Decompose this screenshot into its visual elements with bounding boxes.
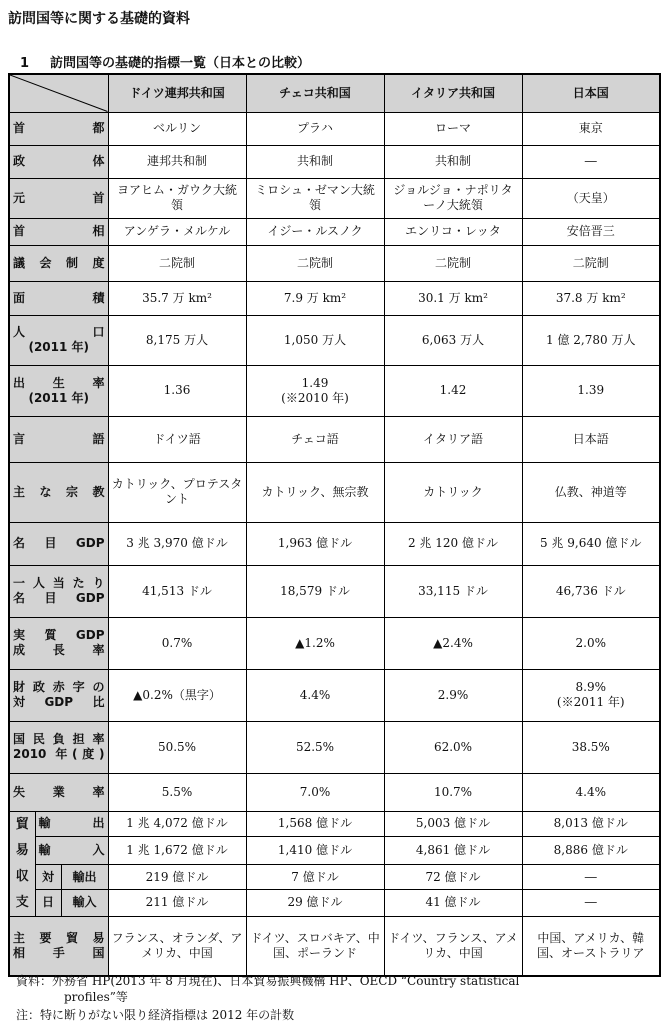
- cell: 8,013 億ドル: [522, 811, 660, 837]
- cell: プラハ: [246, 112, 384, 145]
- row-label-capital: 首都: [9, 112, 108, 145]
- cell: 46,736 ドル: [522, 565, 660, 617]
- row-label-main: 人口: [13, 325, 105, 339]
- japan-group-label-2: 日: [35, 890, 61, 916]
- section-heading: [20, 52, 310, 71]
- cell: 1 億 2,780 万人: [522, 315, 660, 365]
- cell: 33,115 ドル: [384, 565, 522, 617]
- cell: 211 億ドル: [108, 890, 246, 916]
- cell: 6,063 万人: [384, 315, 522, 365]
- cell: ドイツ、スロバキア、中国、ポーランド: [246, 916, 384, 976]
- cell: 1,568 億ドル: [246, 811, 384, 837]
- table-row: [9, 218, 660, 245]
- cell: ローマ: [384, 112, 522, 145]
- cell: 4.4%: [246, 669, 384, 721]
- cell: 4.4%: [522, 773, 660, 811]
- row-label-line1: 一人当たり: [13, 576, 105, 590]
- cell: 35.7 万 km²: [108, 281, 246, 315]
- cell: ―: [522, 145, 660, 178]
- table-row: [9, 281, 660, 315]
- cell: ―: [522, 864, 660, 890]
- source-line-1: 資料：外務省 HP(2013 年 8 月現在)、日本貿易振興機構 HP、OECD “Country statistical: [16, 974, 520, 988]
- cell: 41,513 ドル: [108, 565, 246, 617]
- cell: ドイツ、フランス、アメリカ、中国: [384, 916, 522, 976]
- cell: 18,579 ドル: [246, 565, 384, 617]
- table-row: [9, 565, 660, 617]
- row-label-line1: 財政赤字の: [13, 680, 105, 694]
- cell: 7 億ドル: [246, 864, 384, 890]
- row-label-line1: 国民負担率: [13, 732, 105, 746]
- cell: 1.36: [108, 365, 246, 416]
- cell: 共和制: [384, 145, 522, 178]
- row-label-burden-ratio: [9, 721, 108, 773]
- cell: 1,050 万人: [246, 315, 384, 365]
- cell-note: (※2011 年): [556, 695, 625, 709]
- cell: エンリコ・レッタ: [384, 218, 522, 245]
- cell-value: 8.9%: [575, 680, 606, 694]
- japan-group-label-1: 対: [35, 864, 61, 890]
- cell: 10.7%: [384, 773, 522, 811]
- cell: ジョルジョ・ナポリターノ大統領: [384, 178, 522, 218]
- row-label-gdp: 名目GDP: [9, 522, 108, 565]
- row-label-parliament: 議会制度: [9, 245, 108, 281]
- table-row: [9, 112, 660, 145]
- row-label-religion: 主な宗教: [9, 462, 108, 522]
- table-row: [9, 245, 660, 281]
- cell: アンゲラ・メルケル: [108, 218, 246, 245]
- cell: 7.9 万 km²: [246, 281, 384, 315]
- cell: 37.8 万 km²: [522, 281, 660, 315]
- cell: 1.39: [522, 365, 660, 416]
- table-row: [9, 145, 660, 178]
- cell: 連邦共和制: [108, 145, 246, 178]
- cell: 2.9%: [384, 669, 522, 721]
- row-label-line1: 主要貿易: [13, 930, 105, 945]
- cell: 1,410 億ドル: [246, 837, 384, 864]
- table-row: [9, 315, 660, 365]
- table-row: [9, 617, 660, 669]
- page-title: 訪問国等に関する基礎的資料: [8, 11, 190, 27]
- table-row: [9, 669, 660, 721]
- cell: チェコ語: [246, 416, 384, 462]
- cell: カトリック、無宗教: [246, 462, 384, 522]
- row-label-area: 面積: [9, 281, 108, 315]
- cell: 東京: [522, 112, 660, 145]
- table-row: [9, 462, 660, 522]
- row-label-line2: 相手国: [13, 945, 105, 960]
- row-label-main: 出生率: [13, 375, 105, 390]
- cell: ▲1.2%: [246, 617, 384, 669]
- col-header-italy: イタリア共和国: [384, 74, 522, 112]
- cell: 38.5%: [522, 721, 660, 773]
- row-label-head-of-state: 元首: [9, 178, 108, 218]
- cell: 30.1 万 km²: [384, 281, 522, 315]
- cell: 二院制: [108, 245, 246, 281]
- row-label-unemployment: 失業率: [9, 773, 108, 811]
- row-label-exports: 輸出: [35, 811, 108, 837]
- cell: 0.7%: [108, 617, 246, 669]
- table-row: [9, 811, 660, 837]
- table-row: [9, 864, 660, 890]
- cell: 二院制: [246, 245, 384, 281]
- cell: [522, 669, 660, 721]
- col-header-japan: 日本国: [522, 74, 660, 112]
- cell: 2.0%: [522, 617, 660, 669]
- cell: [246, 365, 384, 416]
- row-label-fiscal-deficit: [9, 669, 108, 721]
- cell: 50.5%: [108, 721, 246, 773]
- table-row: [9, 916, 660, 976]
- cell: ▲2.4%: [384, 617, 522, 669]
- cell: 52.5%: [246, 721, 384, 773]
- table-row: [9, 522, 660, 565]
- cell: 中国、アメリカ、韓国、オーストラリア: [522, 916, 660, 976]
- row-label-sub: (2011 年): [28, 390, 90, 405]
- cell-note: (※2010 年): [281, 390, 349, 405]
- row-label-population: [9, 315, 108, 365]
- row-label-line1: 実質GDP: [13, 628, 105, 642]
- row-label-imports-from-japan: 輸入: [61, 890, 108, 916]
- row-label-line2: 2010 年(度): [13, 747, 105, 761]
- cell: カトリック、プロテスタント: [108, 462, 246, 522]
- cell: 1 兆 1,672 億ドル: [108, 837, 246, 864]
- row-label-imports: 輸入: [35, 837, 108, 864]
- row-label-language: 言語: [9, 416, 108, 462]
- cell: 7.0%: [246, 773, 384, 811]
- cell: カトリック: [384, 462, 522, 522]
- cell: 2 兆 120 億ドル: [384, 522, 522, 565]
- source-line-2: profiles”等: [64, 990, 128, 1004]
- cell: イジー・ルスノク: [246, 218, 384, 245]
- table-row: [9, 773, 660, 811]
- cell: 219 億ドル: [108, 864, 246, 890]
- cell: 日本語: [522, 416, 660, 462]
- table-row: [9, 837, 660, 864]
- table-row: [9, 365, 660, 416]
- cell: ベルリン: [108, 112, 246, 145]
- row-label-exports-to-japan: 輸出: [61, 864, 108, 890]
- table-row: [9, 416, 660, 462]
- cell: 安倍晋三: [522, 218, 660, 245]
- row-label-sub: (2011 年): [28, 340, 90, 354]
- row-label-prime-minister: 首相: [9, 218, 108, 245]
- col-header-czech: チェコ共和国: [246, 74, 384, 112]
- cell: 5.5%: [108, 773, 246, 811]
- section-title: 訪問国等の基礎的指標一覧（日本との比較）: [50, 56, 311, 71]
- cell: ▲0.2%（黒字）: [108, 669, 246, 721]
- footnotes: [16, 973, 656, 1023]
- cell: ドイツ語: [108, 416, 246, 462]
- header-row: [9, 74, 660, 112]
- row-label-birth-rate: [9, 365, 108, 416]
- cell: 仏教、神道等: [522, 462, 660, 522]
- row-label-line2: 成長率: [13, 643, 105, 657]
- cell: 5 兆 9,640 億ドル: [522, 522, 660, 565]
- row-label-gdp-per-capita: [9, 565, 108, 617]
- header-corner: [9, 74, 108, 112]
- cell: ヨアヒム・ガウク大統領: [108, 178, 246, 218]
- cell: ミロシュ・ゼマン大統領: [246, 178, 384, 218]
- cell: 共和制: [246, 145, 384, 178]
- cell: （天皇）: [522, 178, 660, 218]
- cell: 41 億ドル: [384, 890, 522, 916]
- cell: 5,003 億ドル: [384, 811, 522, 837]
- cell: 8,886 億ドル: [522, 837, 660, 864]
- cell: 1.42: [384, 365, 522, 416]
- row-label-trade-partners: [9, 916, 108, 976]
- table-row: [9, 178, 660, 218]
- cell: 4,861 億ドル: [384, 837, 522, 864]
- cell: 29 億ドル: [246, 890, 384, 916]
- note-line: 注：特に断りがない限り経済指標は 2012 年の計数: [16, 1008, 295, 1022]
- trade-group-label: 貿 易 収 支: [9, 811, 35, 916]
- row-label-line2: 対GDP比: [13, 695, 105, 709]
- table-row: [9, 890, 660, 916]
- cell: 62.0%: [384, 721, 522, 773]
- cell: 1,963 億ドル: [246, 522, 384, 565]
- section-number: 1: [20, 56, 30, 71]
- cell-value: 1.49: [301, 375, 329, 390]
- table-row: [9, 721, 660, 773]
- cell: 二院制: [522, 245, 660, 281]
- cell: 3 兆 3,970 億ドル: [108, 522, 246, 565]
- cell: イタリア語: [384, 416, 522, 462]
- row-label-line2: 名目GDP: [13, 591, 105, 605]
- row-label-real-gdp-growth: [9, 617, 108, 669]
- cell: 二院制: [384, 245, 522, 281]
- cell: ―: [522, 890, 660, 916]
- cell: 8,175 万人: [108, 315, 246, 365]
- indicator-table: [8, 73, 661, 977]
- col-header-germany: ドイツ連邦共和国: [108, 74, 246, 112]
- cell: 1 兆 4,072 億ドル: [108, 811, 246, 837]
- cell: フランス、オランダ、アメリカ、中国: [108, 916, 246, 976]
- cell: 72 億ドル: [384, 864, 522, 890]
- row-label-polity: 政体: [9, 145, 108, 178]
